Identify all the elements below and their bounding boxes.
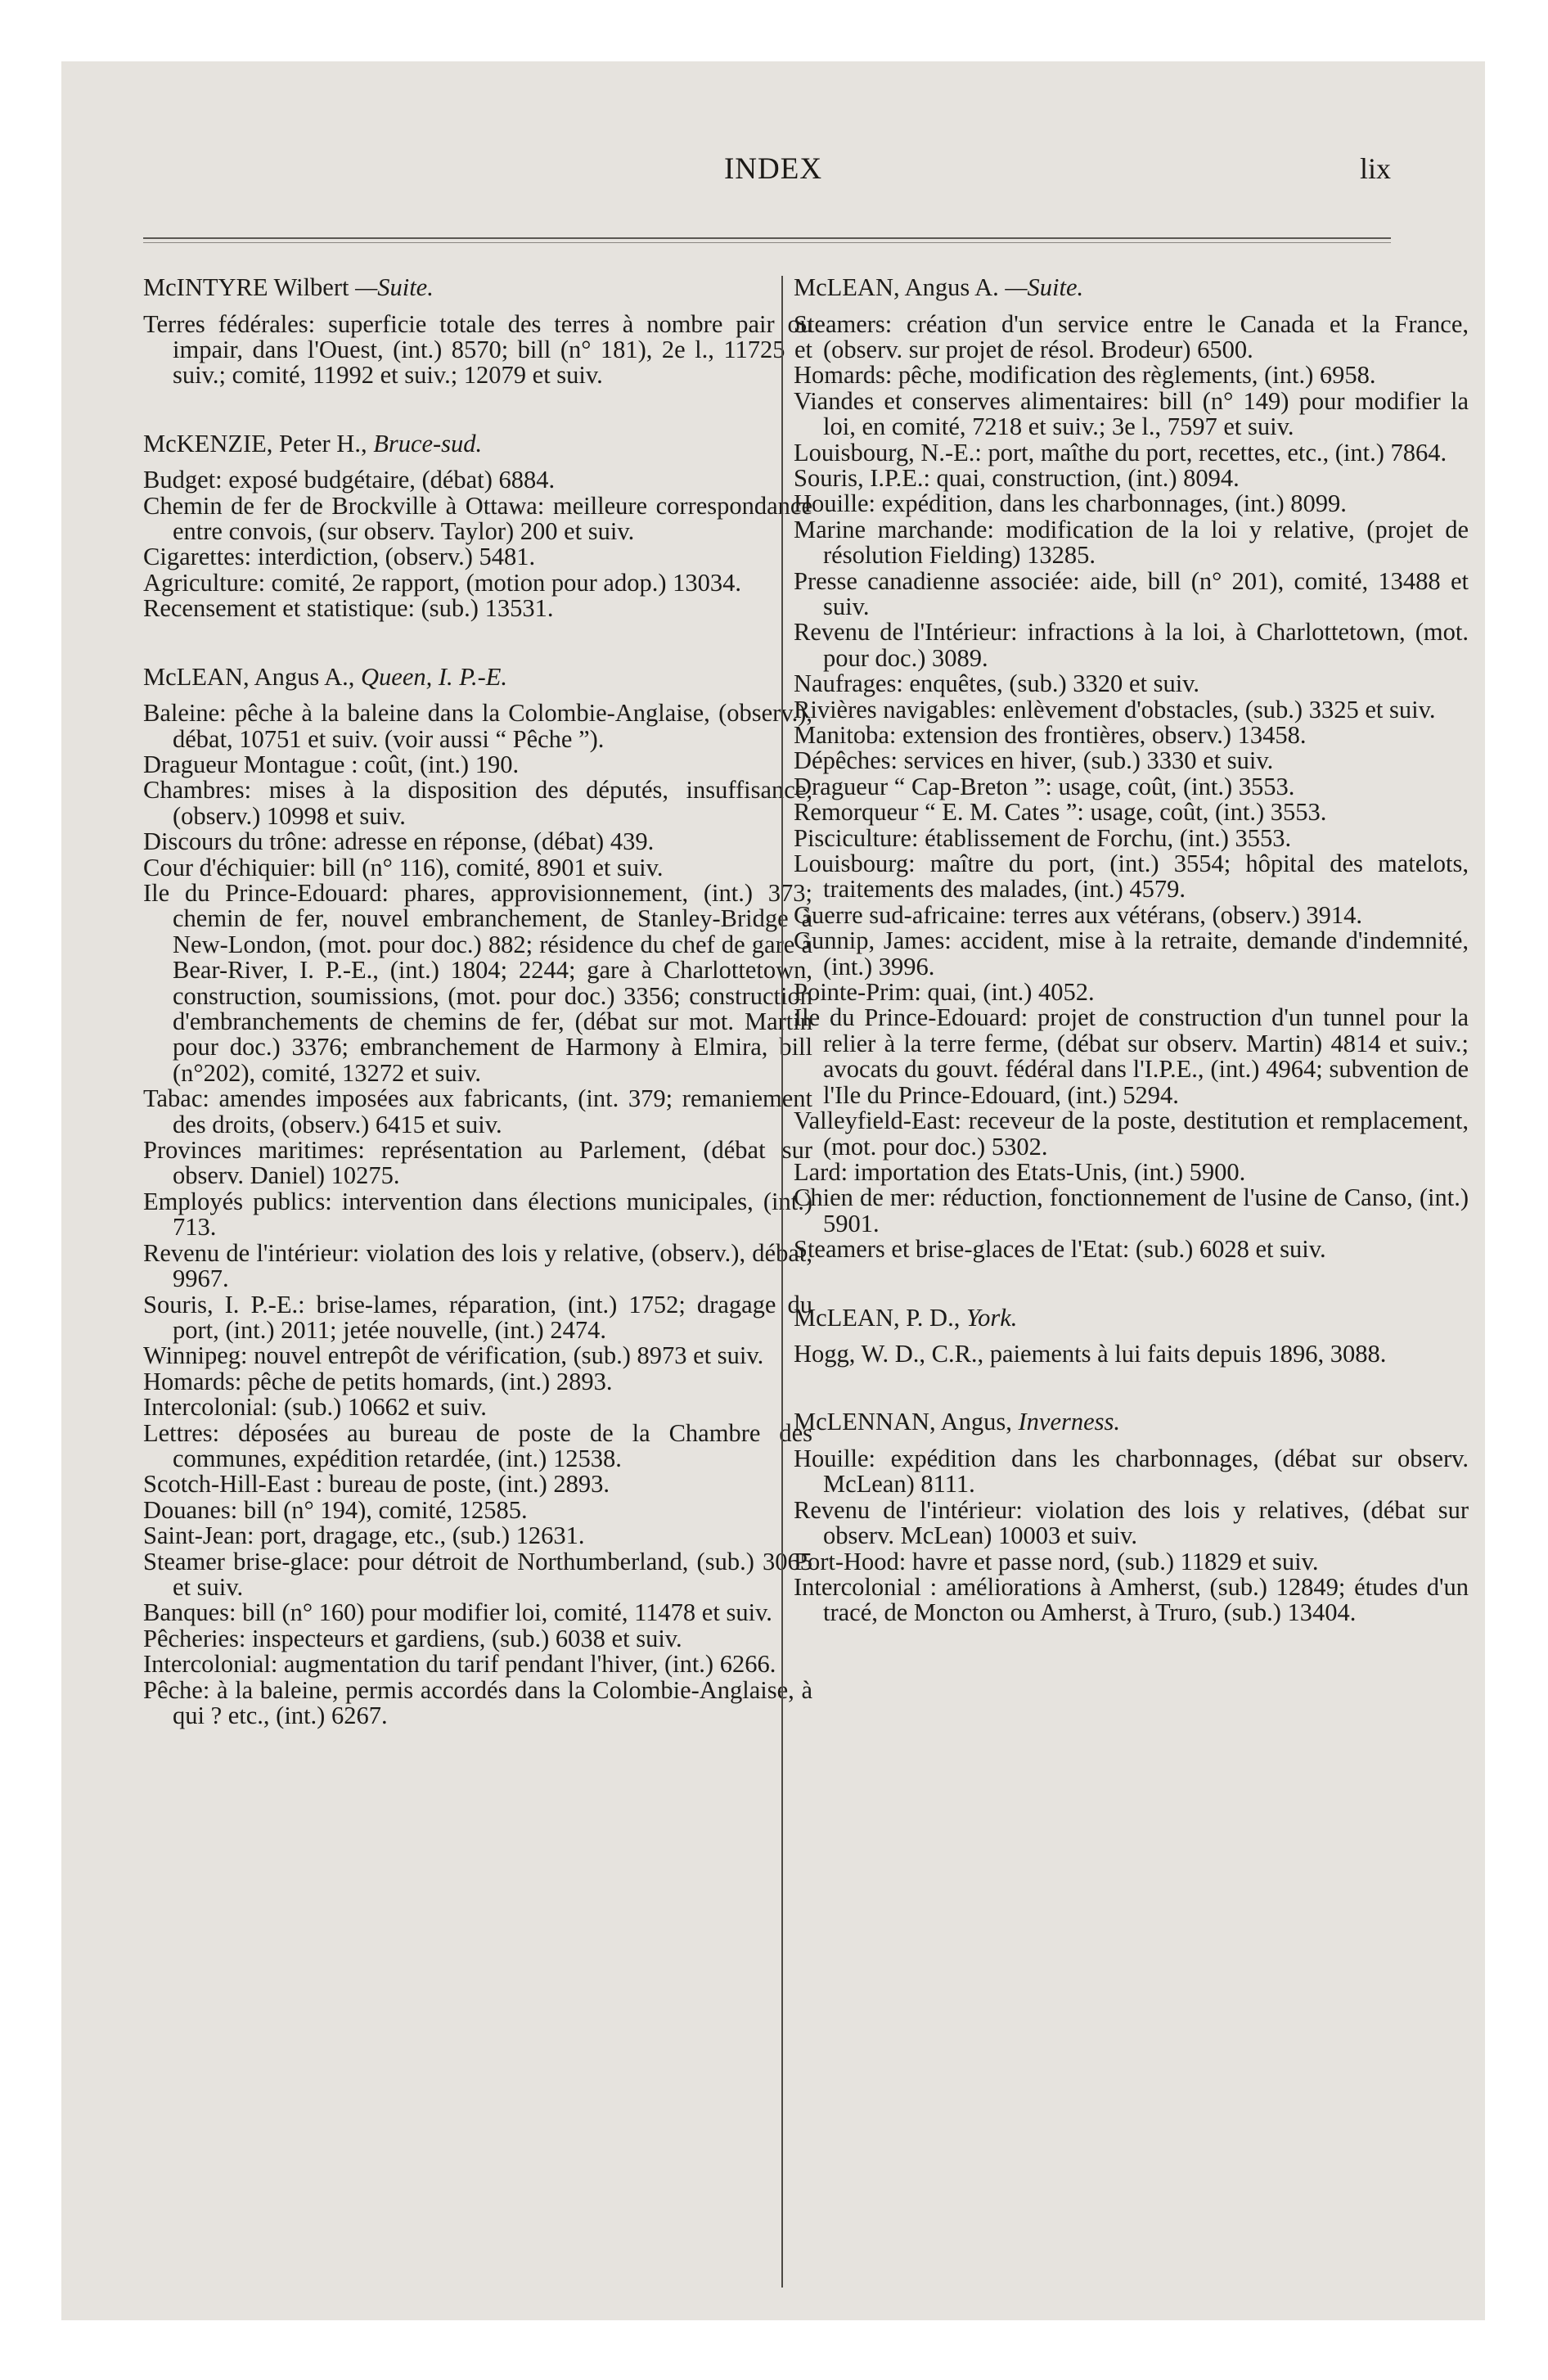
index-entry: Revenu de l'Intérieur: infractions à la loi, à Charlottetown, (mot. pour doc.) 3089. [794,618,1469,672]
index-entry: Manitoba: extension des frontières, observ.) 13458. [794,721,1307,749]
index-entry: Pointe-Prim: quai, (int.) 4052. [794,978,1095,1007]
index-entry: Hogg, W. D., C.R., paiements à lui faits depuis 1896, 3088. [794,1340,1387,1368]
index-entry: Houille: expédition dans les charbonnages, (débat sur observ. McLean) 8111. [794,1444,1469,1499]
index-entry: Dragueur “ Cap-Breton ”: usage, coût, (int.) 3553. [794,772,1295,800]
index-entry: Terres fédérales: superficie totale des terres à nombre pair ou impair, dans l'Ouest, (int.) 8570; bill (n° 181), 2e l., 11725 et suiv.; comité, 11992 et suiv.; 12079 et suiv. [143,309,812,390]
index-entry: Intercolonial : améliorations à Amherst, (sub.) 12849; études d'un tracé, de Moncton ou Amherst, à Truro, (sub.) 13404. [794,1572,1469,1627]
index-entry: Scotch-Hill-East : bureau de poste, (int.) 2893. [143,1470,610,1499]
index-entry: Dragueur Montague : coût, (int.) 190. [143,750,520,778]
index-entry: Presse canadienne associée: aide, bill (n° 201), comité, 13488 et suiv. [794,566,1469,620]
index-heading [143,664,812,691]
index-block [143,430,812,622]
index-entry: Valleyfield-East: receveur de la poste, destitution et remplacement, (mot. pour doc.) 5302. [794,1107,1469,1161]
index-entry: Remorqueur “ E. M. Cates ”: usage, coût, (int.) 3553. [794,798,1327,827]
index-entry: Cour d'échiquier: bill (n° 116), comité, 8901 et suiv. [143,853,664,881]
index-entry: Louisbourg, N.-E.: port, maîthe du port, recettes, etc., (int.) 7864. [794,438,1447,467]
index-entry: Intercolonial: augmentation du tarif pendant l'hiver, (int.) 6266. [143,1650,776,1679]
column-divider [781,276,783,2288]
index-heading [794,1305,1469,1332]
index-entry: Provinces maritimes: représentation au Parlement, (débat sur observ. Daniel) 10275. [143,1136,812,1190]
index-entry: Louisbourg: maître du port, (int.) 3554; hôpital des matelots, traitements des malades, (int.) 4579. [794,850,1469,904]
index-entry: Steamer brise-glace: pour détroit de Northumberland, (sub.) 3065 et suiv. [143,1547,812,1601]
heading-riding: Queen, I. P.-E. [361,662,508,691]
index-heading [143,274,812,301]
heading-name: McLENNAN, Angus, [794,1408,1012,1436]
right-column [794,274,1469,1668]
index-entry: Homards: pêche de petits homards, (int.) 2893. [143,1367,613,1395]
heading-riding: —Suite. [1005,273,1084,301]
index-entry: Baleine: pêche à la baleine dans la Colombie-Anglaise, (observ.), débat, 10751 et suiv. (voir aussi “ Pêche ”). [143,699,812,753]
index-entry: Revenu de l'intérieur: violation des lois y relative, (observ.), débat, 9967. [143,1238,812,1293]
index-entry: Naufrages: enquêtes, (sub.) 3320 et suiv. [794,669,1200,698]
index-entry: Gunnip, James: accident, mise à la retraite, demande d'indemnité, (int.) 3996. [794,926,1469,980]
page-number: lix [1359,152,1391,185]
index-entry: Douanes: bill (n° 194), comité, 12585. [143,1495,528,1524]
index-heading [143,430,812,458]
index-block [794,274,1469,1263]
left-column [143,274,812,1770]
index-heading [794,1409,1469,1436]
index-entry: Budget: exposé budgétaire, (débat) 6884. [143,466,556,494]
index-entry: Intercolonial: (sub.) 10662 et suiv. [143,1393,487,1422]
index-entry: Pisciculture: établissement de Forchu, (int.) 3553. [794,823,1292,852]
index-block [143,664,812,1729]
index-entry: Port-Hood: havre et passe nord, (sub.) 11829 et suiv. [794,1547,1319,1575]
index-entry: Discours du trône: adresse en réponse, (débat) 439. [143,827,655,856]
heading-riding: Inverness. [1018,1408,1121,1436]
index-block [143,274,812,389]
index-entry: Chemin de fer de Brockville à Ottawa: meilleure correspondance entre convois, (sur observ. Taylor) 200 et suiv. [143,491,812,546]
index-entry: Marine marchande: modification de la loi y relative, (projet de résolution Fielding) 13285. [794,515,1469,570]
index-entry: Houille: expédition, dans les charbonnages, (int.) 8099. [794,489,1347,518]
book-page [61,61,1485,2320]
index-entry: Ile du Prince-Edouard: phares, approvisionnement, (int.) 373; chemin de fer, nouvel embranchement, de Stanley-Bridge à New-London, (mot. pour doc.) 882; résidence du chef de gare à Bear-River, I. P.-E., (int.) 1804; 2244; gare à Charlottetown, construction, soumissions, (mot. pour doc.) 3356; construction d'embranchements de chemins de fer, (débat sur mot. Martin pour doc.) 3376; embranchement de Harmony à Elmira, bill (n°202), comité, 13272 et suiv. [143,879,812,1087]
index-entry: Souris, I. P.-E.: brise-lames, réparation, (int.) 1752; dragage du port, (int.) 2011; jetée nouvelle, (int.) 2474. [143,1290,812,1344]
index-entry: Revenu de l'intérieur: violation des lois y relatives, (débat sur observ. McLean) 10003 et suiv. [794,1495,1469,1550]
index-entry: Homards: pêche, modification des règlements, (int.) 6958. [794,361,1376,390]
index-entry: Dépêches: services en hiver, (sub.) 3330 et suiv. [794,746,1274,775]
index-entry: Steamers: création d'un service entre le Canada et la France, (observ. sur projet de résol. Brodeur) 6500. [794,309,1469,363]
index-entry: Viandes et conserves alimentaires: bill (n° 149) pour modifier la loi, en comité, 7218 et suiv.; 3e l., 7597 et suiv. [794,386,1469,441]
index-entry: Rivières navigables: enlèvement d'obstacles, (sub.) 3325 et suiv. [794,695,1436,723]
heading-riding: York. [965,1303,1018,1332]
heading-name: McKENZIE, Peter H., [143,429,367,458]
index-block [794,1409,1469,1625]
index-entry: Lard: importation des Etats-Unis, (int.) 5900. [794,1157,1246,1186]
header-rule [143,237,1391,239]
heading-riding: Bruce-sud. [373,429,483,458]
index-block [794,1305,1469,1368]
heading-name: McLEAN, Angus A., [143,662,355,691]
index-entry: Cigarettes: interdiction, (observ.) 5481. [143,543,536,571]
index-entry: Ile du Prince-Edouard: projet de construction d'un tunnel pour la relier à la terre ferme, (débat sur observ. Martin) 4814 et suiv.; avocats du gouvt. fédéral dans l'I.P.E., (int.) 4964; subvention de l'Ile du Prince-Edouard, (int.) 5294. [794,1003,1469,1109]
index-entry: Chien de mer: réduction, fonctionnement de l'usine de Canso, (int.) 5901. [794,1183,1469,1237]
index-entry: Agriculture: comité, 2e rapport, (motion pour adop.) 13034. [143,568,741,597]
index-entry: Tabac: amendes imposées aux fabricants, (int. 379; remaniement des droits, (observ.) 6415 et suiv. [143,1084,812,1138]
page-title: INDEX [723,152,823,186]
index-entry: Lettres: déposées au bureau de poste de la Chambre des communes, expédition retardée, (int.) 12538. [143,1418,812,1472]
index-entry: Recensement et statistique: (sub.) 13531. [143,594,554,623]
index-heading [794,274,1469,301]
index-entry: Employés publics: intervention dans élections municipales, (int.) 713. [143,1187,812,1242]
index-entry: Saint-Jean: port, dragage, etc., (sub.) 12631. [143,1521,585,1550]
index-entry: Winnipeg: nouvel entrepôt de vérification, (sub.) 8973 et suiv. [143,1341,764,1370]
page-header [61,151,1485,201]
heading-name: McINTYRE Wilbert [143,273,349,301]
index-entry: Souris, I.P.E.: quai, construction, (int.) 8094. [794,463,1240,492]
index-entry: Banques: bill (n° 160) pour modifier loi, comité, 11478 et suiv. [143,1598,772,1627]
index-entry: Pêche: à la baleine, permis accordés dans la Colombie-Anglaise, à qui ? etc., (int.) 6267. [143,1675,812,1729]
heading-name: McLEAN, P. D., [794,1303,961,1332]
index-entry: Chambres: mises à la disposition des députés, insuffisance, (observ.) 10998 et suiv. [143,776,812,830]
index-entry: Pêcheries: inspecteurs et gardiens, (sub.) 6038 et suiv. [143,1624,682,1652]
heading-riding: —Suite. [355,273,434,301]
index-entry: Steamers et brise-glaces de l'Etat: (sub.) 6028 et suiv. [794,1235,1326,1264]
heading-name: McLEAN, Angus A. [794,273,999,301]
index-entry: Guerre sud-africaine: terres aux vétérans, (observ.) 3914. [794,900,1362,929]
header-rule-secondary [143,242,1391,243]
